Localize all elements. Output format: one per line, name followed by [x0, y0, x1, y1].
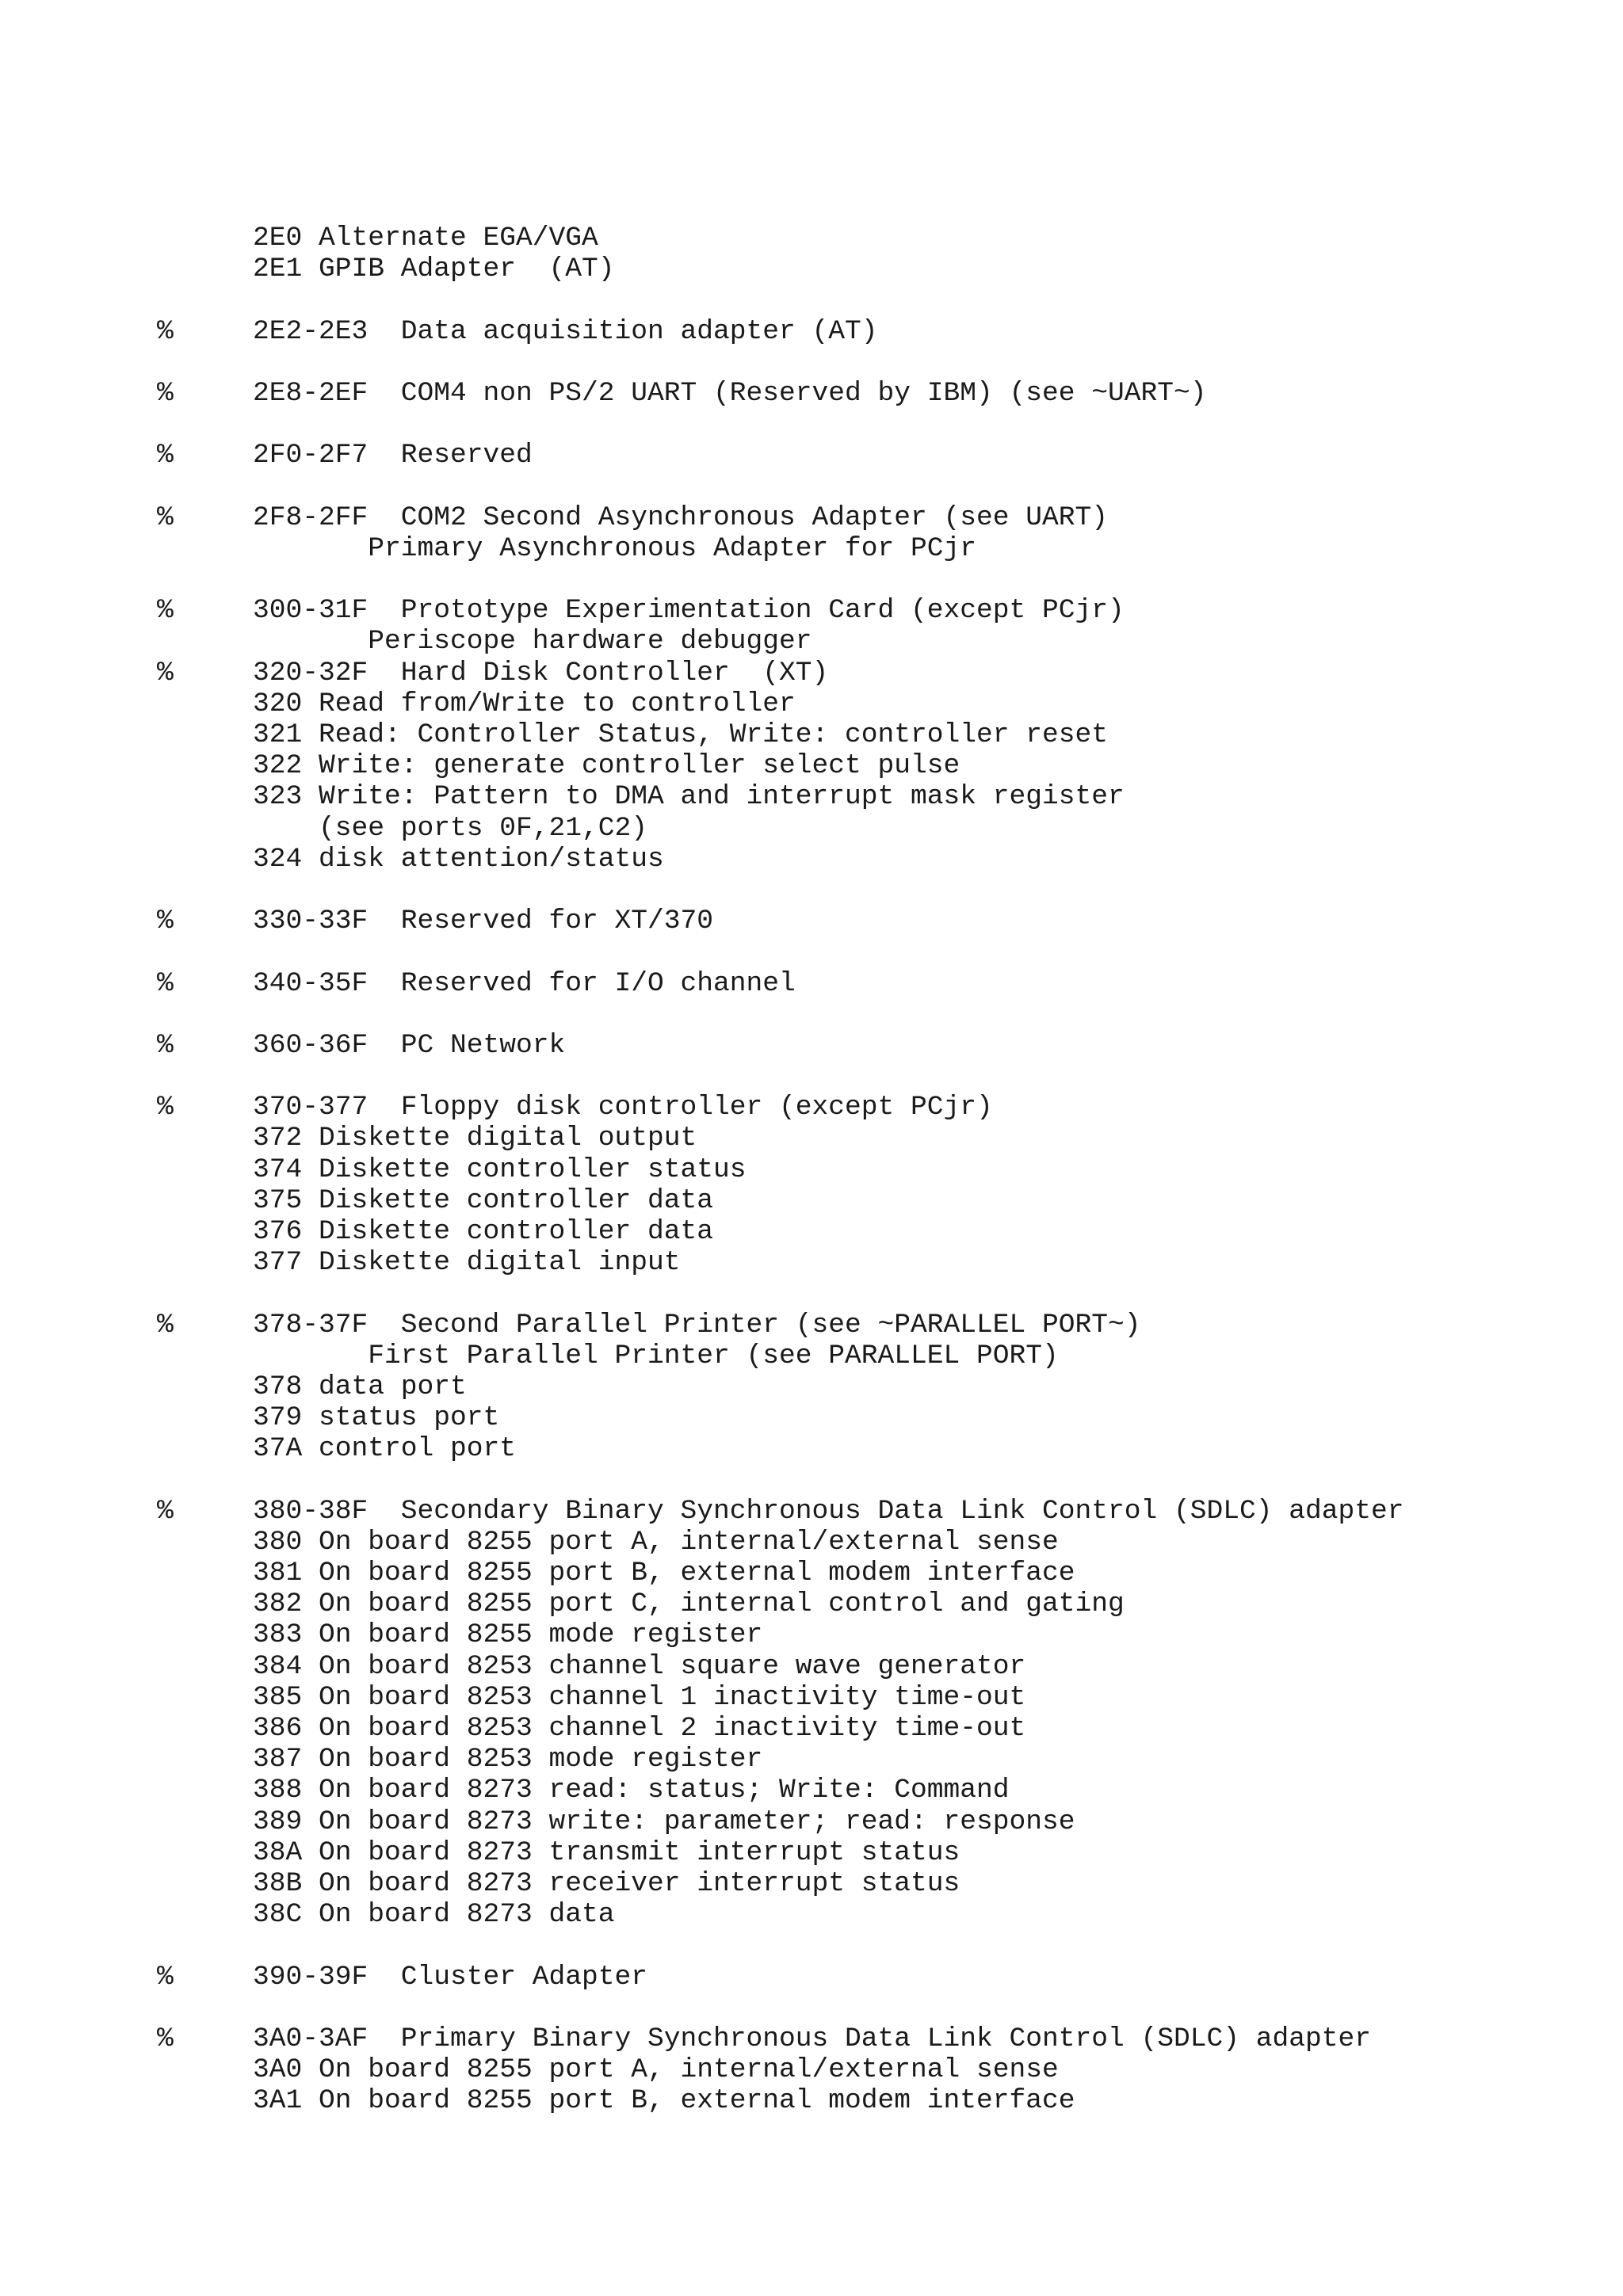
- line-marker: %: [157, 377, 174, 409]
- document-line: [0, 1216, 1623, 1247]
- document-line: [0, 347, 1623, 378]
- document-line: [0, 254, 1623, 284]
- line-text: 390-39F Cluster Adapter: [253, 1961, 648, 1993]
- document-line: [0, 409, 1623, 440]
- line-text: 372 Diskette digital output: [253, 1123, 697, 1154]
- line-marker: %: [157, 1092, 174, 1123]
- line-text: 386 On board 8253 channel 2 inactivity time-out: [253, 1713, 1026, 1744]
- document-line: [0, 378, 1623, 409]
- document-line: [0, 688, 1623, 719]
- document-line: [0, 533, 1623, 564]
- line-text: 380-38F Secondary Binary Synchronous Data Link Control (SDLC) adapter: [253, 1495, 1404, 1527]
- document-line: [0, 1589, 1623, 1619]
- line-text: 375 Diskette controller data: [253, 1184, 714, 1216]
- line-text: 374 Diskette controller status: [253, 1154, 747, 1185]
- line-marker: %: [157, 967, 174, 999]
- line-text: 3A1 On board 8255 port B, external modem interface: [253, 2085, 1075, 2117]
- line-text: 300-31F Prototype Experimentation Card (except PCjr): [253, 595, 1125, 627]
- line-text: 382 On board 8255 port C, internal control and gating: [253, 1589, 1125, 1620]
- line-text: 360-36F PC Network: [253, 1029, 566, 1061]
- line-text: 2F8-2FF COM2 Second Asynchronous Adapter (see UART): [253, 502, 1109, 533]
- line-text: 340-35F Reserved for I/O channel: [253, 967, 796, 999]
- document-line: [0, 1092, 1623, 1123]
- line-text: 377 Diskette digital input: [253, 1247, 681, 1279]
- line-marker: %: [157, 2023, 174, 2054]
- line-text: 38A On board 8273 transmit interrupt status: [253, 1836, 960, 1868]
- document-line: [0, 813, 1623, 844]
- line-marker: %: [157, 1961, 174, 1993]
- document-line: [0, 936, 1623, 967]
- document-line: [0, 1030, 1623, 1061]
- line-text: 323 Write: Pattern to DMA and interrupt mask register: [253, 781, 1125, 813]
- document-line: [0, 1402, 1623, 1433]
- line-marker: %: [157, 1495, 174, 1527]
- line-marker: %: [157, 440, 174, 471]
- document-line: [0, 502, 1623, 533]
- line-text: 330-33F Reserved for XT/370: [253, 906, 714, 937]
- line-text: Periscope hardware debugger: [253, 626, 812, 658]
- line-text: 389 On board 8273 write: parameter; read: response: [253, 1806, 1075, 1837]
- line-text: 378 data port: [253, 1371, 467, 1402]
- line-text: 2E0 Alternate EGA/VGA: [253, 223, 598, 254]
- document-line: [0, 1278, 1623, 1309]
- document-line: [0, 1154, 1623, 1185]
- document-line: [0, 1993, 1623, 2023]
- line-text: (see ports 0F,21,C2): [253, 812, 648, 844]
- document-line: [0, 316, 1623, 347]
- document-line: [0, 1962, 1623, 1993]
- line-text: 387 On board 8253 mode register: [253, 1744, 763, 1775]
- document-line: [0, 999, 1623, 1030]
- line-text: 320-32F Hard Disk Controller (XT): [253, 657, 829, 688]
- line-text: 370-377 Floppy disk controller (except PCjr): [253, 1092, 993, 1123]
- line-text: 38B On board 8273 receiver interrupt status: [253, 1867, 960, 1899]
- document-line: [0, 564, 1623, 595]
- document-line: [0, 1806, 1623, 1837]
- document-line: [0, 1310, 1623, 1341]
- document-line: [0, 1123, 1623, 1154]
- line-text: 37A control port: [253, 1433, 517, 1465]
- line-marker: %: [157, 595, 174, 627]
- line-text: 3A0-3AF Primary Binary Synchronous Data Link Control (SDLC) adapter: [253, 2023, 1372, 2054]
- document-line: [0, 750, 1623, 781]
- document-line: [0, 1930, 1623, 1961]
- document-line: [0, 1868, 1623, 1899]
- document-line: [0, 719, 1623, 750]
- document-line: [0, 1496, 1623, 1527]
- line-text: 324 disk attention/status: [253, 843, 664, 875]
- document-line: [0, 2085, 1623, 2116]
- line-text: 38C On board 8273 data: [253, 1899, 615, 1931]
- document-line: [0, 1433, 1623, 1464]
- document-line: [0, 875, 1623, 906]
- document-line: [0, 2023, 1623, 2054]
- document-line: [0, 223, 1623, 254]
- line-text: 3A0 On board 8255 port A, internal/external sense: [253, 2054, 1059, 2086]
- document-line: [0, 1651, 1623, 1682]
- line-text: 379 status port: [253, 1402, 500, 1434]
- document-line: [0, 1465, 1623, 1496]
- line-text: 383 On board 8255 mode register: [253, 1619, 763, 1651]
- document-line: [0, 1837, 1623, 1868]
- line-text: 2E2-2E3 Data acquisition adapter (AT): [253, 315, 878, 347]
- line-marker: %: [157, 1309, 174, 1341]
- document-line: [0, 1682, 1623, 1713]
- line-text: 321 Read: Controller Status, Write: controller reset: [253, 719, 1109, 750]
- line-text: 320 Read from/Write to controller: [253, 688, 796, 719]
- line-marker: %: [157, 502, 174, 533]
- document-line: [0, 471, 1623, 502]
- document-line: [0, 284, 1623, 315]
- document-line: [0, 1371, 1623, 1402]
- document-line: [0, 658, 1623, 688]
- document-line: [0, 1713, 1623, 1744]
- document-body: [0, 223, 1623, 2116]
- line-text: 384 On board 8253 channel square wave generator: [253, 1650, 1026, 1682]
- line-marker: %: [157, 315, 174, 347]
- document-line: [0, 1341, 1623, 1371]
- document-line: [0, 1744, 1623, 1775]
- line-text: 378-37F Second Parallel Printer (see ~PARALLEL PORT~): [253, 1309, 1141, 1341]
- document-line: [0, 626, 1623, 657]
- document-line: [0, 906, 1623, 936]
- line-text: 376 Diskette controller data: [253, 1216, 714, 1247]
- document-line: [0, 1619, 1623, 1650]
- line-text: 2E1 GPIB Adapter (AT): [253, 254, 615, 285]
- document-line: [0, 2054, 1623, 2085]
- document-line: [0, 595, 1623, 626]
- line-text: 381 On board 8255 port B, external modem interface: [253, 1558, 1075, 1589]
- document-line: [0, 1247, 1623, 1278]
- document-line: [0, 968, 1623, 999]
- line-text: Primary Asynchronous Adapter for PCjr: [253, 532, 977, 564]
- document-line: [0, 440, 1623, 471]
- line-marker: %: [157, 1029, 174, 1061]
- line-marker: %: [157, 906, 174, 937]
- document-line: [0, 1899, 1623, 1930]
- line-text: 380 On board 8255 port A, internal/external sense: [253, 1526, 1059, 1558]
- document-line: [0, 1527, 1623, 1558]
- line-text: 322 Write: generate controller select pulse: [253, 750, 960, 782]
- document-line: [0, 781, 1623, 812]
- line-marker: %: [157, 657, 174, 688]
- document-line: [0, 1558, 1623, 1589]
- line-text: 385 On board 8253 channel 1 inactivity time-out: [253, 1681, 1026, 1713]
- document-line: [0, 1775, 1623, 1806]
- line-text: 2E8-2EF COM4 non PS/2 UART (Reserved by IBM) (see ~UART~): [253, 377, 1207, 409]
- line-text: 2F0-2F7 Reserved: [253, 440, 533, 471]
- document-line: [0, 1185, 1623, 1216]
- document-line: [0, 844, 1623, 875]
- document-line: [0, 1061, 1623, 1092]
- line-text: 388 On board 8273 read: status; Write: Command: [253, 1775, 1010, 1806]
- line-text: First Parallel Printer (see PARALLEL PORT): [253, 1340, 1059, 1371]
